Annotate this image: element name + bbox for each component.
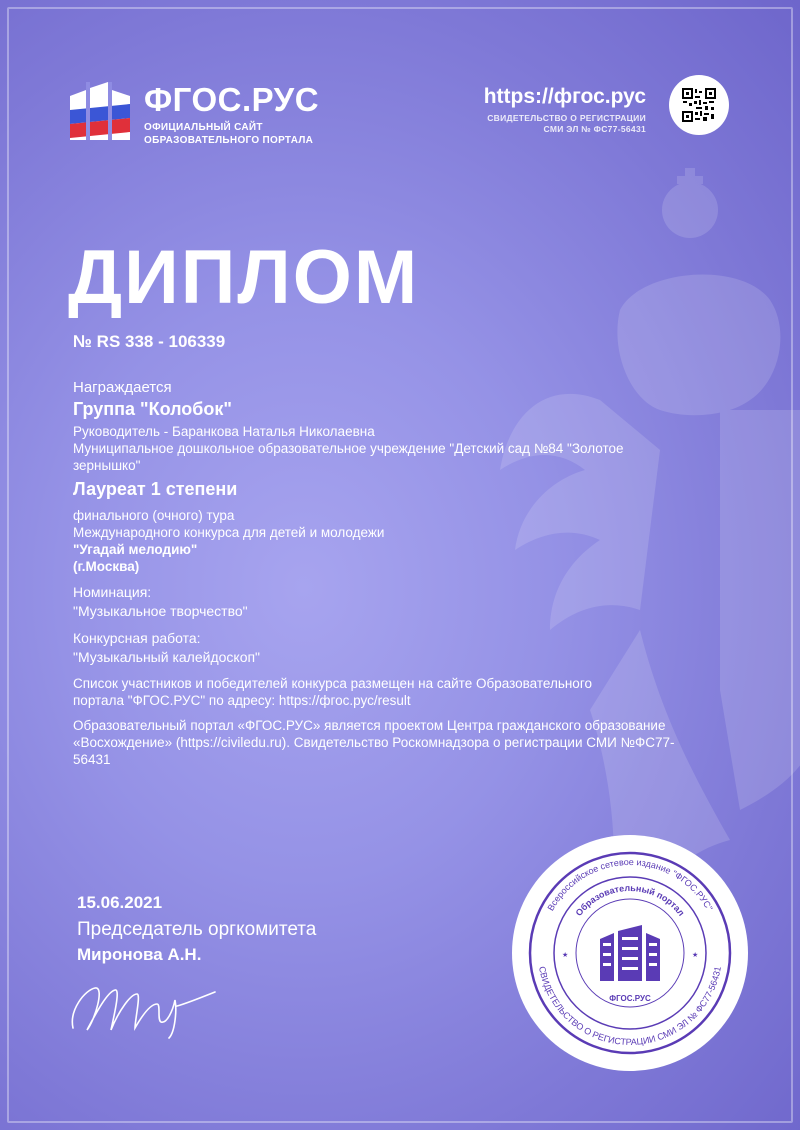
official-stamp	[512, 835, 748, 1071]
stamp-building-icon	[600, 925, 660, 981]
work-label: Конкурсная работа:	[73, 630, 201, 646]
work-value: "Музыкальный калейдоскоп"	[73, 649, 261, 665]
chair-title: Председатель оргкомитета	[77, 919, 317, 940]
institution-line: Муниципальное дошкольное образовательное учреждение "Детский сад №84 "Золотое зернышко"	[73, 441, 624, 473]
nomination-value: "Музыкальное творчество"	[73, 603, 248, 619]
stamp-graphic	[512, 835, 748, 1071]
stamp-star-left-icon: ★	[562, 951, 569, 959]
logo-subtitle-line1: ОФИЦИАЛЬНЫЙ САЙТ	[144, 122, 263, 133]
contest-line: Международного конкурса для детей и молодежи	[73, 525, 385, 540]
stamp-center-label: ФГОС.РУС	[609, 994, 651, 1003]
qr-code[interactable]	[669, 75, 729, 135]
contest-name: "Угадай мелодию"	[73, 542, 198, 557]
leader-line: Руководитель - Баранкова Наталья Николаевна	[73, 424, 375, 439]
diploma-number: № RS 338 - 106339	[73, 332, 226, 351]
diploma-body	[73, 378, 693, 768]
site-info	[484, 84, 646, 135]
logo-title: ФГОС.РУС	[144, 81, 320, 118]
signature	[65, 970, 230, 1040]
registration-line1: СВИДЕТЕЛЬСТВО О РЕГИСТРАЦИИ	[487, 113, 646, 123]
recipient-name: Группа "Колобок"	[73, 399, 232, 419]
site-url-link[interactable]: https://фгос.рус	[483, 85, 646, 108]
results-note: Список участников и победителей конкурса размещен на сайте Образовательного портала "ФГОС.РУС" по адресу: https://фгос.рус/result	[73, 676, 592, 708]
stamp-ring-bottom: СВИДЕТЕЛЬСТВО О РЕГИСТРАЦИИ СМИ ЭЛ № ФС77-56431	[537, 965, 723, 1048]
chair-name: Миронова А.Н.	[77, 945, 202, 964]
portal-logo[interactable]	[70, 82, 319, 147]
registration-line2: СМИ ЭЛ № ФС77-56431	[543, 124, 646, 134]
issue-date: 15.06.2021	[77, 893, 163, 912]
nomination-label: Номинация:	[73, 584, 152, 600]
stamp-star-right-icon: ★	[692, 951, 699, 959]
logo-subtitle-line2: ОБРАЗОВАТЕЛЬНОГО ПОРТАЛА	[144, 135, 314, 146]
stamp-ring-top: Всероссийское сетевое издание "ФГОС.РУС"	[545, 856, 715, 913]
qr-code-icon	[682, 88, 716, 122]
building-logo-icon	[70, 82, 130, 140]
awarded-label: Награждается	[73, 379, 172, 396]
contest-city: (г.Москва)	[73, 559, 140, 574]
award-place: Лауреат 1 степени	[73, 479, 238, 499]
project-note: Образовательный портал «ФГОС.РУС» является проектом Центра гражданского образование «Восхождение» (https://civiledu.ru). Свидетельство Роскомнадзора о регистрации СМИ №ФС77-56431	[73, 718, 675, 767]
diploma-title: ДИПЛОМ	[68, 235, 420, 320]
round-line: финального (очного) тура	[73, 508, 235, 523]
stamp-inner-ring: Образовательный портал	[573, 882, 687, 918]
